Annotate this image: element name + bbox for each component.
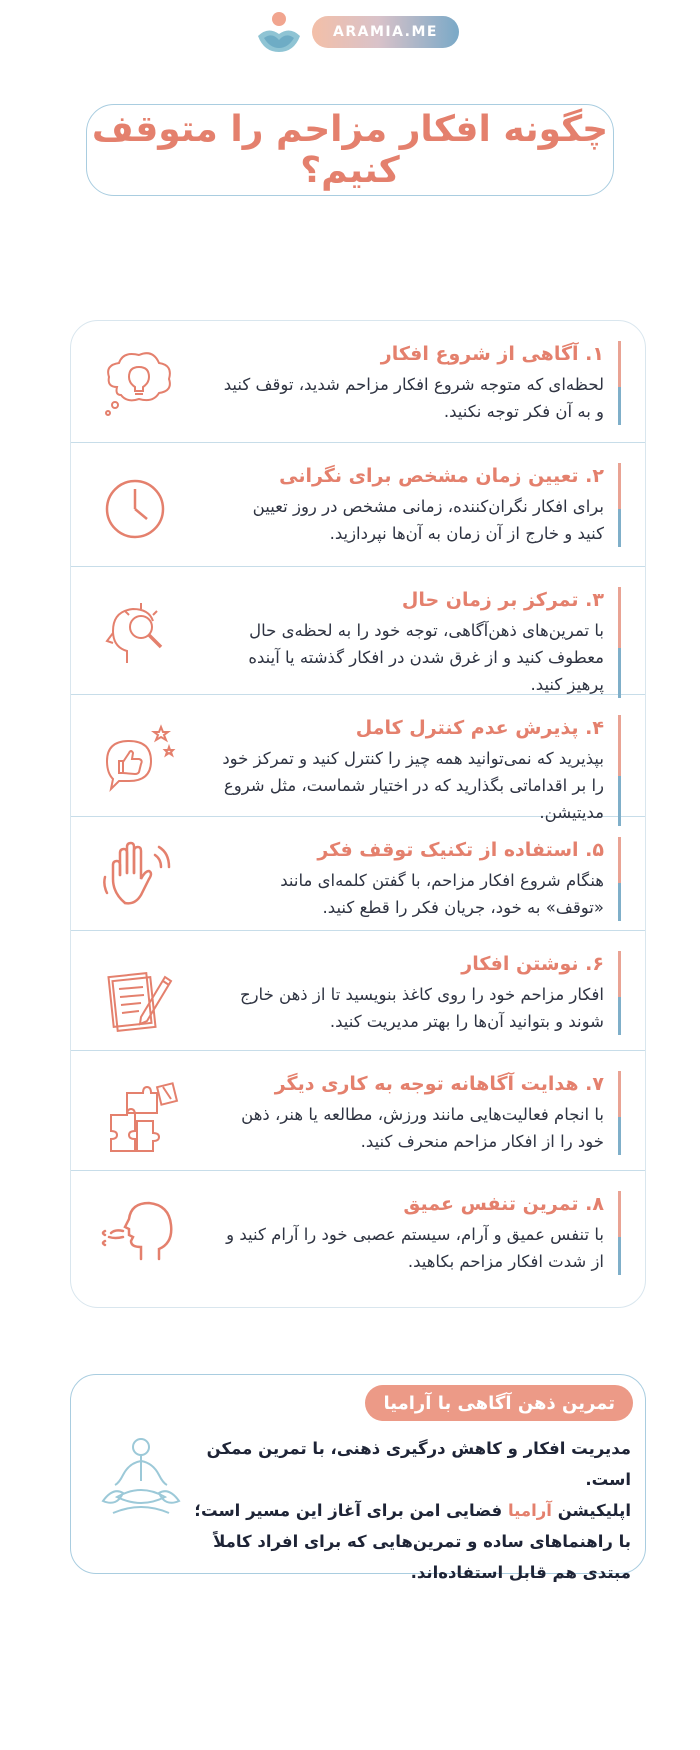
promo-brand-link[interactable]: آرامیا (507, 1501, 552, 1520)
tip-text (221, 463, 621, 547)
tip-title: ۲. تعیین زمان مشخص برای نگرانی (279, 465, 604, 487)
tips-card (70, 320, 646, 1308)
tip-body: با تنفس عمیق و آرام، سیستم عصبی خود را آرام کنید و از شدت افکار مزاحم بکاهید. (226, 1225, 604, 1271)
tip-item (71, 443, 646, 567)
tip-text (221, 951, 621, 1035)
tip-item (71, 931, 646, 1051)
tip-item (71, 1051, 646, 1171)
tip-title: ۷. هدایت آگاهانه توجه به کاری دیگر (274, 1073, 604, 1095)
breathing-head-icon (97, 1189, 181, 1273)
promo-line: مدیریت افکار و کاهش درگیری ذهنی، با تمرین ممکن است. (206, 1439, 631, 1489)
page-title: چگونه افکار مزاحم را متوقف کنیم؟ (91, 109, 609, 191)
tip-title: ۸. تمرین تنفس عمیق (403, 1193, 604, 1215)
promo-card (70, 1374, 646, 1582)
header (0, 8, 700, 64)
promo-text (181, 1433, 631, 1588)
puzzle-icon (97, 1073, 181, 1157)
lightbulb-thought-icon (97, 341, 181, 425)
promo-line-prefix: اپلیکیشن (551, 1501, 631, 1520)
tip-title: ۶. نوشتن افکار (461, 953, 604, 975)
tip-title: ۱. آگاهی از شروع افکار (380, 343, 604, 365)
title-box (86, 104, 614, 196)
tip-item (71, 1171, 646, 1308)
tip-body: برای افکار نگران‌کننده، زمانی مشخص در روز تعیین کنید و خارج از آن زمان به آن‌ها نپردازید. (252, 497, 604, 543)
tip-body: هنگام شروع افکار مزاحم، با گفتن کلمه‌ای مانند «توقف» به خود، جریان فکر را قطع کنید. (280, 871, 604, 917)
tip-item (71, 695, 646, 822)
thumbs-up-stars-icon (97, 717, 181, 801)
tip-title: ۴. پذیرش عدم کنترل کامل (355, 717, 604, 739)
promo-pill[interactable]: تمرین ذهن آگاهی با آرامیا (365, 1385, 633, 1421)
tip-body: بپذیرید که نمی‌توانید همه چیز را کنترل کنید و تمرکز خود را بر اقداماتی بگذارید که در اختیار شماست، مثل شروع مدیتیشن. (222, 749, 604, 822)
promo-line: با راهنماهای ساده و تمرین‌هایی که برای افراد کاملاً مبتدی هم قابل استفاده‌اند. (213, 1532, 631, 1582)
tip-item (71, 321, 646, 443)
tip-body: لحظه‌ای که متوجه شروع افکار مزاحم شدید، توقف کنید و به آن فکر توجه نکنید. (223, 375, 604, 421)
tip-item (71, 817, 646, 931)
meditation-figure-icon (93, 1427, 189, 1523)
tip-text (221, 341, 621, 425)
head-magnifier-icon (97, 591, 181, 675)
tip-body: با انجام فعالیت‌هایی مانند ورزش، مطالعه یا هنر، ذهن خود را از افکار مزاحم منحرف کنید. (241, 1105, 604, 1151)
tip-text (221, 715, 621, 826)
brand-pill[interactable]: ARAMIA.ME (312, 16, 459, 48)
aramia-logo-icon[interactable] (254, 10, 304, 56)
promo-line-suffix: فضایی امن برای آغاز این مسیر است؛ (194, 1501, 508, 1520)
raised-hand-icon (97, 833, 181, 917)
notepad-pen-icon (97, 953, 181, 1037)
tip-title: ۵. استفاده از تکنیک توقف فکر (317, 839, 604, 861)
tip-text (221, 587, 621, 698)
tip-title: ۳. تمرکز بر زمان حال (401, 589, 604, 611)
tip-text (221, 1191, 621, 1275)
tip-body: با تمرین‌های ذهن‌آگاهی، توجه خود را به لحظه‌ی حال معطوف کنید و از غرق شدن در افکار گذشته یا آینده پرهیز کنید. (248, 621, 604, 694)
promo-line (181, 1495, 631, 1526)
tip-text (221, 837, 621, 921)
tip-text (221, 1071, 621, 1155)
tip-body: افکار مزاحم خود را روی کاغذ بنویسید تا از ذهن خارج شوند و بتوانید آن‌ها را بهتر مدیریت کنید. (239, 985, 604, 1031)
tip-item (71, 567, 646, 695)
clock-icon (97, 467, 181, 551)
